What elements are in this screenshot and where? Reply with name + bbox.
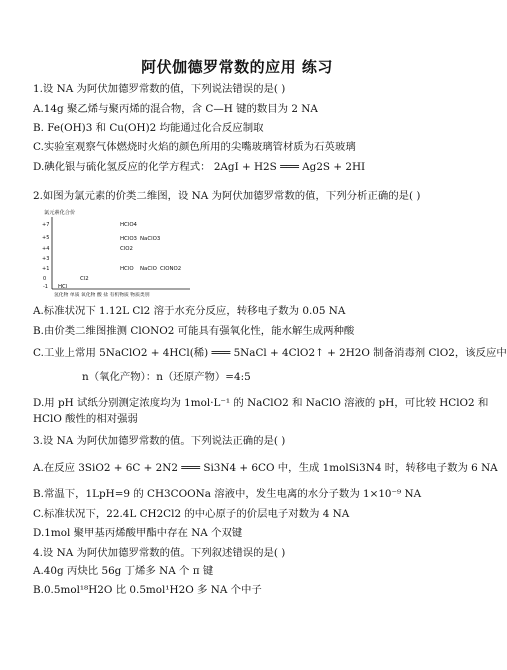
chart-substance: HCl (58, 284, 68, 290)
q1-option-c: C.实验室观察气体燃烧时火焰的颜色所用的尖嘴玻璃管材质为石英玻璃 (33, 141, 356, 153)
q2-option-a: A.标准状况下 1.12L Cl2 溶于水充分反应，转移电子数为 0.05 NA (33, 305, 346, 317)
q2-option-c-line2: n（氧化产物）：n（还原产物）=4:5 (82, 371, 251, 383)
chart-xlabel: 氢化物 单质 氧化物 酸 盐 有机物质 物质类别 (54, 293, 150, 298)
q4-stem: 4.设 NA 为阿伏加德罗常数的值。下列叙述错误的是( ) (33, 547, 286, 559)
q1-option-a: A.14g 聚乙烯与聚丙烯的混合物，含 C—H 键的数目为 2 NA (33, 103, 318, 115)
q1-option-d: D.碘化银与硫化氢反应的化学方程式： 2AgI + H2S ═══ Ag2S + 2HI (33, 161, 366, 173)
q2-option-d-line1: D.用 pH 试纸分别测定浓度均为 1mol·L⁻¹ 的 NaClO2 和 NaClO 溶液的 pH，可比较 HClO2 和 (33, 397, 489, 409)
q3-option-c: C.标准状况下，22.4L CH2Cl2 的中心原子的价层电子对数为 4 NA (33, 508, 350, 520)
chart-substance: NaClO3 (140, 236, 161, 242)
chart-ytick: 0 (43, 276, 47, 282)
chart-substance: NaClO (140, 266, 157, 272)
chart-ytick: +5 (42, 235, 50, 241)
q1-stem: 1.设 NA 为阿伏加德罗常数的值，下列说法错误的是( ) (33, 83, 286, 95)
q3-stem: 3.设 NA 为阿伏加德罗常数的值。下列说法正确的是( ) (33, 435, 286, 447)
q2-option-c-line1: C.工业上常用 5NaClO2 + 4HCl(稀) ═══ 5NaCl + 4ClO2↑ + 2H2O 制备消毒剂 ClO2，该反应中 (33, 347, 507, 359)
chart-substance: HClO4 (120, 222, 137, 228)
chart-ytick: +1 (42, 266, 50, 272)
q4-option-a: A.40g 丙炔比 56g 丁烯多 NA 个 π 键 (33, 565, 214, 577)
page-title: 阿伏伽德罗常数的应用 练习 (141, 58, 333, 76)
chlorine-valence-chart (40, 207, 200, 299)
q2-option-b: B.由价类二维图推测 ClONO2 可能具有强氧化性，能水解生成两种酸 (33, 325, 355, 337)
q1-option-b: B. Fe(OH)3 和 Cu(OH)2 均能通过化合反应制取 (33, 122, 264, 134)
chart-substance: Cl2 (80, 276, 89, 282)
chart-ylabel: 氯元素化合价 (44, 210, 76, 216)
chart-substance: ClONO2 (160, 266, 182, 272)
chart-substance: ClO2 (120, 246, 133, 252)
q2-stem: 2.如图为氯元素的价类二维图，设 NA 为阿伏加德罗常数的值，下列分析正确的是( ) (33, 190, 421, 202)
q2-option-d-line2: HClO 酸性的相对强弱 (33, 413, 138, 425)
q3-option-a: A.在反应 3SiO2 + 6C + 2N2 ═══ Si3N4 + 6CO 中，生成 1molSi3N4 时，转移电子数为 6 NA (33, 462, 498, 474)
chart-ytick: +7 (42, 222, 50, 228)
q4-option-b: B.0.5mol¹⁸H2O 比 0.5mol¹H2O 多 NA 个中子 (33, 584, 262, 596)
q3-option-d: D.1mol 聚甲基丙烯酸甲酯中存在 NA 个双键 (33, 527, 243, 539)
q3-option-b: B.常温下，1LpH=9 的 CH3COONa 溶液中，发生电离的水分子数为 1×10⁻⁹ NA (33, 488, 422, 500)
chart-substance: HClO (120, 266, 134, 272)
chart-substance: HClO3 (120, 236, 137, 242)
chart-ytick: +3 (42, 256, 50, 262)
chart-ytick: -1 (43, 284, 48, 290)
chart-ytick: +4 (42, 246, 50, 252)
